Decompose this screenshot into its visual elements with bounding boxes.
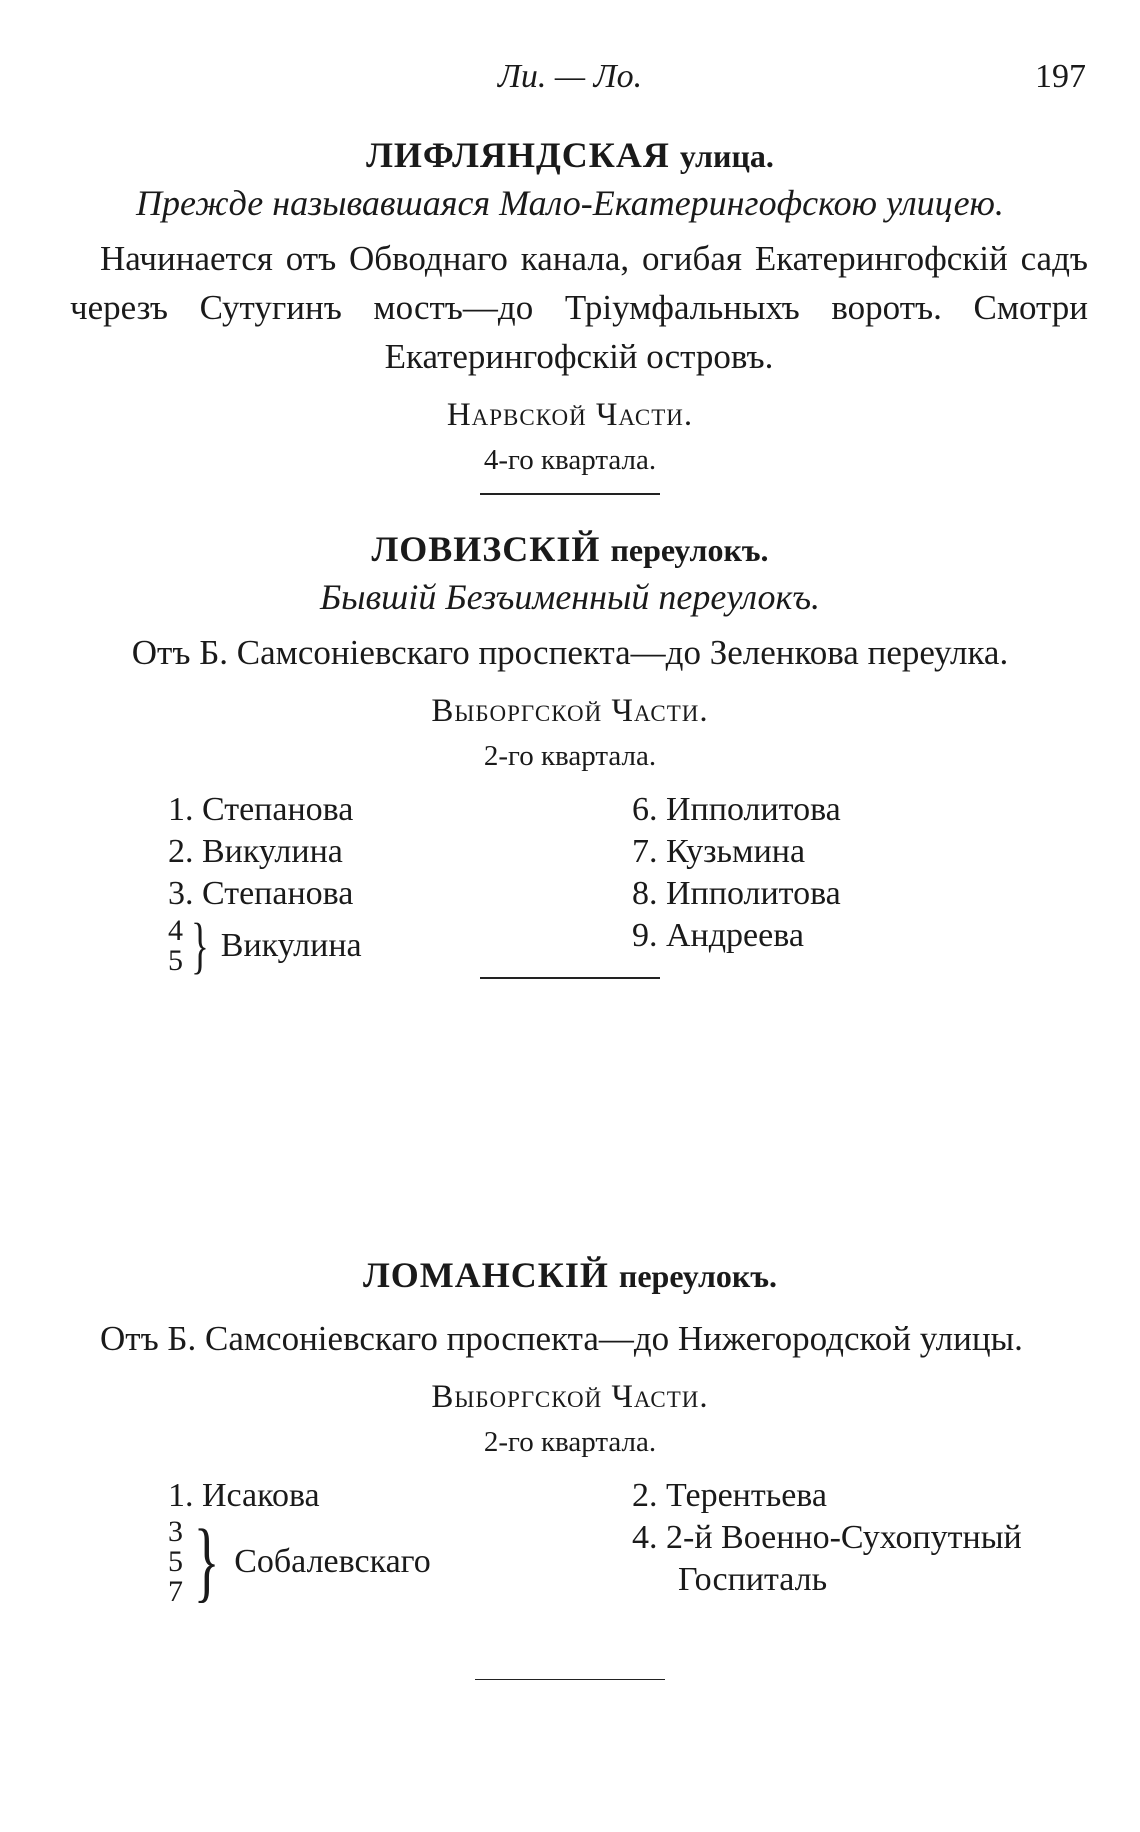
- house-group: [168, 1512, 431, 1611]
- house-group-numbers: [168, 916, 183, 976]
- house-entry: [168, 1475, 431, 1517]
- house-column-left: [168, 1475, 431, 1611]
- street-name: ЛОВИЗСКІЙ: [371, 529, 601, 569]
- owner-name: Терентьева: [666, 1477, 828, 1514]
- entry-title: [0, 1254, 1140, 1296]
- house-number: 4.: [632, 1519, 658, 1556]
- street-description: Отъ Б. Самсоніевскаго проспекта—до Нижегородской улицы.: [100, 1319, 1023, 1358]
- entry-lovizskiy: [0, 528, 1140, 979]
- former-name: Прежде называвшаяся Мало-Екатерингофскою улицею.: [136, 183, 1004, 223]
- owner-name: Степанова: [202, 875, 354, 912]
- house-number: 1.: [168, 1477, 194, 1514]
- house-entry: [632, 1517, 1022, 1559]
- house-entry: [168, 789, 362, 831]
- quarter-label: 2-го квартала.: [483, 1426, 657, 1458]
- street-description: Начинается отъ Обводнаго канала, огибая Екатерингофскій садъ черезъ Сутугинъ мостъ—до Тріумфальныхъ воротъ. Смотри Екатерингофскій островъ.: [70, 239, 1088, 376]
- house-group: [168, 912, 362, 980]
- house-list: [0, 789, 1140, 989]
- house-entry: [632, 831, 841, 873]
- owner-name: Андреева: [666, 917, 804, 954]
- street-name: ЛИФЛЯНДСКАЯ: [366, 135, 670, 175]
- street-kind: улица.: [679, 138, 774, 174]
- house-number: 8.: [632, 875, 658, 912]
- brace-icon: }: [190, 912, 209, 980]
- quarter-label: 2-го квартала.: [483, 740, 657, 772]
- house-list: [0, 1475, 1140, 1675]
- house-column-left: [168, 789, 362, 980]
- house-number: 4: [168, 914, 183, 947]
- owner-name: Госпиталь: [678, 1561, 828, 1598]
- street-kind: переулокъ.: [610, 532, 769, 568]
- owner-name: Ипполитова: [666, 875, 841, 912]
- district-label: Выборгской Части.: [431, 1379, 709, 1415]
- section-divider: [480, 493, 660, 495]
- house-number: 6.: [632, 791, 658, 828]
- house-number: 3.: [168, 875, 194, 912]
- owner-name: Ипполитова: [666, 791, 841, 828]
- owner-name: Степанова: [202, 791, 354, 828]
- owner-name: Викулина: [220, 927, 362, 964]
- running-head: [0, 58, 1140, 98]
- district-label: Выборгской Части.: [431, 693, 709, 729]
- house-column-right: [632, 1475, 1022, 1601]
- running-head-title: Ли. — Ло.: [497, 58, 643, 95]
- owner-name: 2-й Военно-Сухопутный: [666, 1519, 1022, 1556]
- page-number: 197: [1035, 58, 1086, 95]
- house-number: 3: [168, 1515, 183, 1548]
- house-number: 9.: [632, 917, 658, 954]
- house-column-right: [632, 789, 841, 957]
- house-number: 5: [168, 1545, 183, 1578]
- house-entry: [168, 873, 362, 915]
- entry-title: [0, 528, 1140, 570]
- house-number: 1.: [168, 791, 194, 828]
- house-entry: [632, 873, 841, 915]
- house-entry: [632, 1559, 1022, 1601]
- quarter-label: 4-го квартала.: [483, 444, 657, 476]
- house-group-numbers: [168, 1517, 183, 1607]
- entry-title: [0, 134, 1140, 176]
- street-description: Отъ Б. Самсоніевскаго проспекта—до Зеленкова переулка.: [131, 633, 1009, 672]
- house-entry: [632, 789, 841, 831]
- house-number: 2.: [168, 833, 194, 870]
- street-name: ЛОМАНСКІЙ: [362, 1255, 609, 1295]
- entry-lomanskiy: [0, 1254, 1140, 1680]
- owner-name: Кузьмина: [666, 833, 806, 870]
- house-number: 7: [168, 1575, 183, 1608]
- house-entry: [632, 915, 841, 957]
- brace-icon: }: [193, 1512, 220, 1611]
- owner-name: Викулина: [202, 833, 343, 870]
- street-kind: переулокъ.: [618, 1258, 777, 1294]
- house-number: 2.: [632, 1477, 658, 1514]
- entry-liflyandskaya: [0, 134, 1140, 495]
- house-number: 5: [168, 944, 183, 977]
- section-divider: [475, 1679, 665, 1680]
- former-name: Бывшій Безъименный переулокъ.: [319, 577, 821, 617]
- owner-name: Исакова: [202, 1477, 320, 1514]
- owner-name: Собалевскаго: [234, 1543, 431, 1580]
- house-number: 7.: [632, 833, 658, 870]
- district-label: Нарвской Части.: [446, 397, 694, 433]
- house-entry: [632, 1475, 1022, 1517]
- house-entry: [168, 831, 362, 873]
